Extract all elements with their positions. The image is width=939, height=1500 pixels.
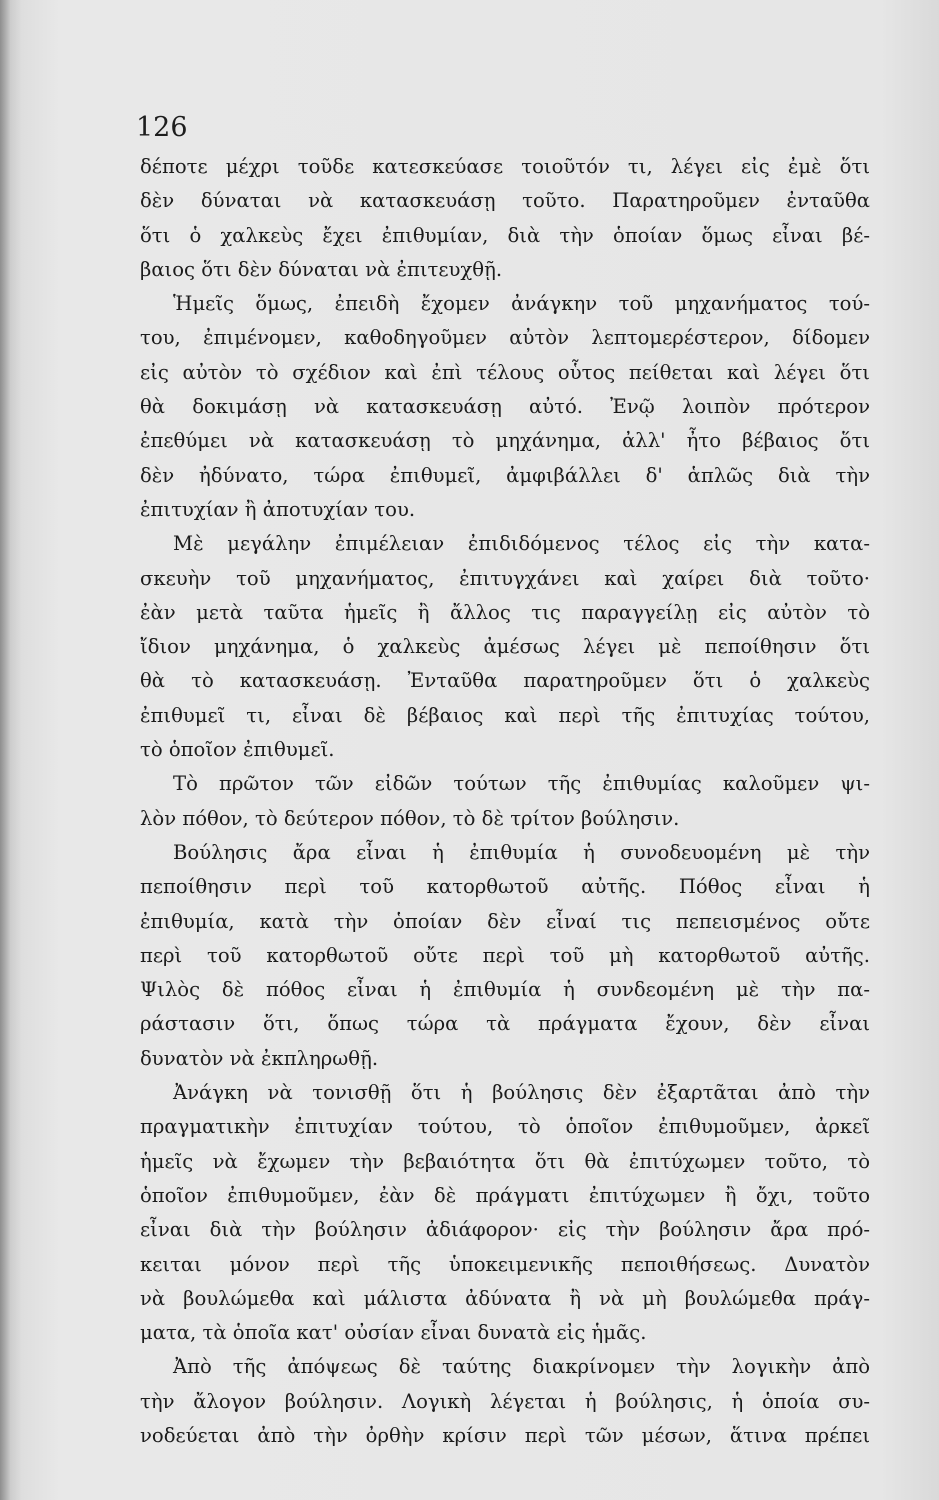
text-line: δυνατὸν νὰ ἐκπληρωθῇ. [140, 1046, 379, 1070]
text-line: ματα, τὰ ὁποῖα κατ' οὐσίαν εἶναι δυνατὰ εἰς ἡμᾶς. [140, 1321, 647, 1345]
text-line: σκευὴν τοῦ μηχανήματος, ἐπιτυγχάνει καὶ χαίρει διὰ τοῦτο· [140, 566, 870, 590]
text-line: εἶναι διὰ τὴν βούλησιν ἀδιάφορον· εἰς τὴν βούλησιν ἄρα πρό- [140, 1218, 870, 1242]
paragraph-start-line: Ἡμεῖς ὅμως, ἐπειδὴ ἔχομεν ἀνάγκην τοῦ μηχανήματος τού- [173, 292, 870, 316]
text-line: ἐπιθυμία, κατὰ τὴν ὁποίαν δὲν εἶναί τις πεπεισμένος οὔτε [140, 909, 870, 933]
text-line: δὲν δύναται νὰ κατασκευάσῃ τοῦτο. Παρατηροῦμεν ἐνταῦθα [140, 189, 870, 213]
page-number: 126 [136, 112, 188, 143]
text-line: εἰς αὐτὸν τὸ σχέδιον καὶ ἐπὶ τέλους οὗτος πείθεται καὶ λέγει ὅτι [140, 360, 870, 384]
text-line: ἐὰν μετὰ ταῦτα ἡμεῖς ἢ ἄλλος τις παραγγείλῃ εἰς αὐτὸν τὸ [140, 600, 870, 624]
text-line: περὶ τοῦ κατορθωτοῦ οὔτε περὶ τοῦ μὴ κατορθωτοῦ αὐτῆς. [140, 943, 870, 967]
text-line: ἐπιτυχίαν ἢ ἀποτυχίαν του. [140, 497, 416, 521]
text-line: ὁποῖον ἐπιθυμοῦμεν, ἐὰν δὲ πράγματι ἐπιτύχωμεν ἢ ὄχι, τοῦτο [140, 1183, 870, 1207]
text-line: θὰ δοκιμάσῃ νὰ κατασκευάσῃ αὐτό. Ἐνῷ λοιπὸν πρότερον [140, 395, 870, 419]
text-line: θὰ τὸ κατασκευάσῃ. Ἐνταῦθα παρατηροῦμεν ὅτι ὁ χαλκεὺς [140, 669, 870, 693]
paragraph-start-line: Βούλησις ἄρα εἶναι ἡ ἐπιθυμία ἡ συνοδευομένη μὲ τὴν [173, 840, 870, 864]
text-line: λὸν πόθον, τὸ δεύτερον πόθον, τὸ δὲ τρίτον βούλησιν. [140, 806, 680, 830]
text-line: πραγματικὴν ἐπιτυχίαν τούτου, τὸ ὁποῖον ἐπιθυμοῦμεν, ἀρκεῖ [140, 1115, 870, 1139]
page-body [140, 150, 870, 1453]
text-line: ἐπεθύμει νὰ κατασκευάσῃ τὸ μηχάνημα, ἀλλ' ἦτο βέβαιος ὅτι [140, 429, 870, 453]
text-line: κειται μόνον περὶ τῆς ὑποκειμενικῆς πεποιθήσεως. Δυνατὸν [140, 1252, 870, 1276]
text-line: του, ἐπιμένομεν, καθοδηγοῦμεν αὐτὸν λεπτομερέστερον, δίδομεν [140, 326, 870, 350]
text-line: ἡμεῖς νὰ ἔχωμεν τὴν βεβαιότητα ὅτι θὰ ἐπιτύχωμεν τοῦτο, τὸ [140, 1149, 870, 1173]
text-line: ράστασιν ὅτι, ὅπως τώρα τὰ πράγματα ἔχουν, δὲν εἶναι [140, 1012, 870, 1036]
text-line: Ψιλὸς δὲ πόθος εἶναι ἡ ἐπιθυμία ἡ συνδεομένη μὲ τὴν πα- [140, 978, 870, 1002]
text-line: δέποτε μέχρι τοῦδε κατεσκεύασε τοιοῦτόν τι, λέγει εἰς ἐμὲ ὅτι [140, 155, 870, 178]
page-binding-shadow [0, 0, 10, 1500]
text-line: ἴδιον μηχάνημα, ὁ χαλκεὺς ἀμέσως λέγει μὲ πεποίθησιν ὅτι [140, 635, 870, 659]
text-line: βαιος ὅτι δὲν δύναται νὰ ἐπιτευχθῇ. [140, 257, 503, 281]
text-line: πεποίθησιν περὶ τοῦ κατορθωτοῦ αὐτῆς. Πόθος εἶναι ἡ [140, 875, 870, 899]
text-line: δὲν ἠδύνατο, τώρα ἐπιθυμεῖ, ἀμφιβάλλει δ' ἁπλῶς διὰ τὴν [140, 463, 870, 487]
text-line: τὴν ἄλογον βούλησιν. Λογικὴ λέγεται ἡ βούλησις, ἡ ὁποία συ- [140, 1389, 870, 1413]
paragraph-start-line: Ἀπὸ τῆς ἀπόψεως δὲ ταύτης διακρίνομεν τὴν λογικὴν ἀπὸ [173, 1355, 870, 1379]
paragraph-start-line: Ἀνάγκη νὰ τονισθῇ ὅτι ἡ βούλησις δὲν ἐξαρτᾶται ἀπὸ τὴν [173, 1081, 870, 1105]
text-line: τὸ ὁποῖον ἐπιθυμεῖ. [140, 738, 335, 762]
text-line: ὅτι ὁ χαλκεὺς ἔχει ἐπιθυμίαν, διὰ τὴν ὁποίαν ὅμως εἶναι βέ- [140, 223, 870, 247]
text-line: ἐπιθυμεῖ τι, εἶναι δὲ βέβαιος καὶ περὶ τῆς ἐπιτυχίας τούτου, [140, 703, 870, 727]
text-line: νὰ βουλώμεθα καὶ μάλιστα ἀδύνατα ἢ νὰ μὴ βουλώμεθα πράγ- [140, 1286, 870, 1310]
text-line: νοδεύεται ἀπὸ τὴν ὀρθὴν κρίσιν περὶ τῶν μέσων, ἅτινα πρέπει [140, 1423, 870, 1447]
paragraph-start-line: Μὲ μεγάλην ἐπιμέλειαν ἐπιδιδόμενος τέλος εἰς τὴν κατα- [173, 532, 870, 556]
paragraph-start-line: Τὸ πρῶτον τῶν εἰδῶν τούτων τῆς ἐπιθυμίας καλοῦμεν ψι- [173, 772, 870, 796]
